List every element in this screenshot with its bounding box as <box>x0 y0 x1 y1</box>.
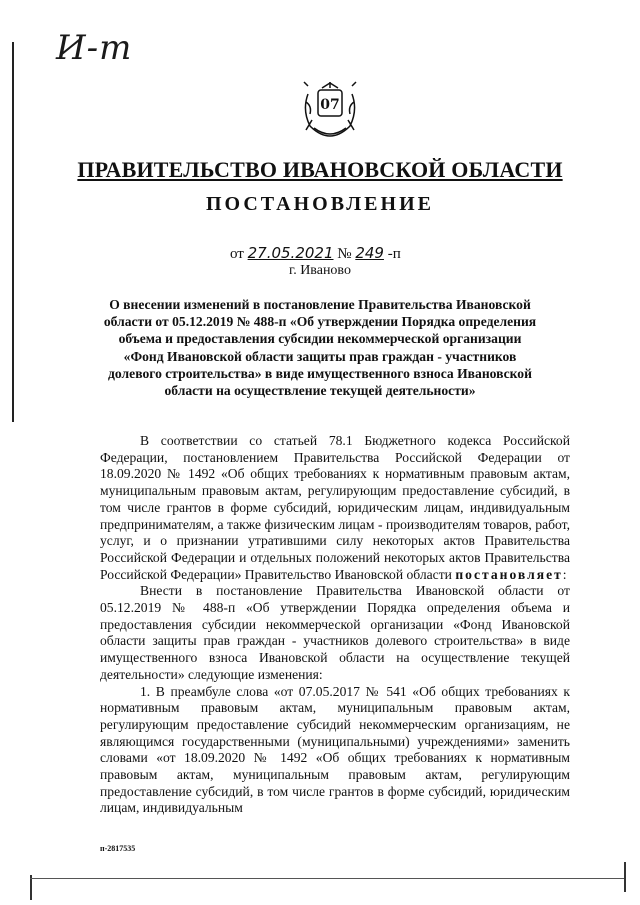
date-prefix: от <box>230 246 244 262</box>
date-number-line <box>230 244 401 263</box>
coat-of-arms-icon <box>300 80 360 140</box>
number-suffix: -п <box>387 246 401 262</box>
body-paragraph-2: Внести в постановление Правительства Ивановской области от 05.12.2019 № 488-п «Об утверждении Порядка определения объема и предоставления субсидии некоммерческой организации «Фонд Ивановской области защиты прав граждан - участников долевого строительства» в виде имущественного взноса Ивановской области на осуществление текущей деятельности» следующие изменения: <box>100 583 570 682</box>
footer-code: п-2817535 <box>100 844 136 853</box>
city: г. Иваново <box>289 263 351 278</box>
body-paragraph-3: 1. В преамбуле слова «от 07.05.2017 № 541 «Об общих требованиях к нормативным правовым актам, муниципальным правовым актам, регулирующим предоставление субсидий некоммерческим организациям, не являющимся государственными (муниципальными) учреждениями» заменить словами «от 18.09.2020 № 1492 «Об общих требованиях к нормативным правовым актам, муниципальным правовым актам, регулирующим предоставление субсидий, в том числе грантов в форме субсидий, юридическим лицам, индивидуальным <box>100 683 570 816</box>
body-paragraph-1: В соответствии со статьей 78.1 Бюджетного кодекса Российской Федерации, постановлением Правительства Российской Федерации от 18.09.2020 № 1492 «Об общих требованиях к нормативным правовым актам, муниципальным правовым актам, регулирующим предоставление субсидий, в том числе грантов в форме субсидий, юридическим лицам, индивидуальным предпринимателям, а также физическим лицам - производителям товаров, работ, услуг, и о признании утратившими силу некоторых актов Правительства Российской Федерации и отдельных положений некоторых актов Правительства Российской Федерации» Правительство Ивановской области постановляет: <box>100 433 570 582</box>
svg-text:07: 07 <box>320 97 340 113</box>
government-title: ПРАВИТЕЛЬСТВО ИВАНОВСКОЙ ОБЛАСТИ <box>77 157 563 182</box>
resolution-word: постановляет <box>455 566 563 582</box>
document-number: 249 <box>355 244 384 262</box>
document-date: 27.05.2021 <box>247 244 334 262</box>
scan-edge-bottom <box>30 878 626 879</box>
document-body <box>100 433 570 817</box>
document-subject: О внесении изменений в постановление Правительства Ивановской области от 05.12.2019 № 488-п «Об утверждении Порядка определения объема и предоставления субсидии некоммерческой организации «Фонд Ивановской области защиты прав граждан - участников долевого строительства» в виде имущественного взноса Ивановской области на осуществление текущей деятельности» <box>103 297 537 399</box>
left-margin-line <box>12 42 14 422</box>
document-type: ПОСТАНОВЛЕНИЕ <box>206 193 434 215</box>
number-sign: № <box>337 246 352 262</box>
handwritten-mark: И-т <box>56 28 133 68</box>
scan-edge-right <box>624 862 626 892</box>
